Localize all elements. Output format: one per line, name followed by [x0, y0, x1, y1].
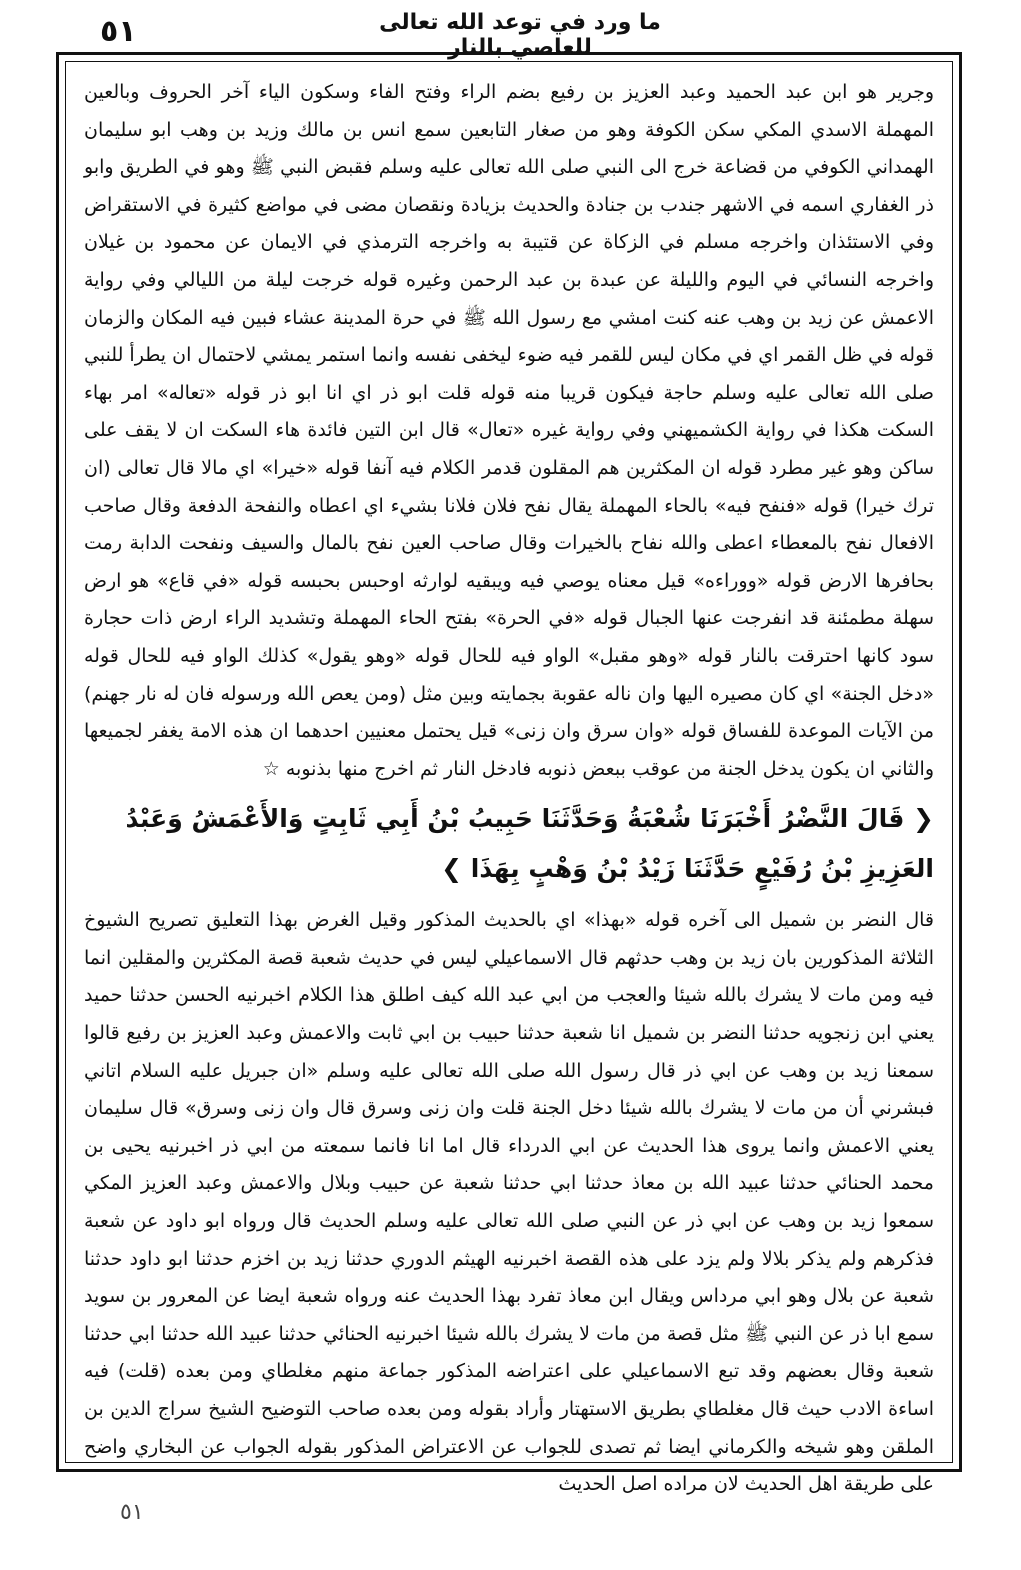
text-block	[65, 61, 953, 1496]
page-number: ٥١	[100, 14, 137, 49]
hadith-text: ❮ قَالَ النَّضْرُ أَخْبَرَنَا شُعْبَةُ وَحَدَّثَنَا حَبِيبُ بْنُ أَبِي ثَابِتٍ وَالأَعْمَشُ وَعَبْدُ العَزِيزِ بْنُ رُفَيْعٍ حَدَّثَنَا زَيْدُ بْنُ وَهْبٍ بِهَذَا ❯	[125, 804, 934, 884]
running-title: ما ورد في توعد الله تعالى للعاصي بالنار	[379, 10, 661, 60]
commentary-paragraph-2: قال النضر بن شميل الى آخره قوله «بهذا» اي بالحديث المذكور وقيل الغرض بهذا التعليق تصريح الشيوخ الثلاثة المذكورين بان زيد بن وهب حدثهم قال الاسماعيلي ليس في حديث شعبة قصة المكثرين والمقلين انما فيه ومن مات لا يشرك بالله شيئا والعجب من ابي عبد الله كيف اطلق هذا الكلام اخبرنيه الحسن حدثنا حميد يعني ابن زنجويه حدثنا النضر بن شميل انا شعبة حدثنا حبيب بن ابي ثابت والاعمش وعبد العزيز بن رفيع قالوا سمعنا زيد بن وهب عن ابي ذر قال رسول الله صلى الله تعالى عليه وسلم «ان جبريل عليه السلام اتاني فبشرني أن من مات لا يشرك بالله شيئا دخل الجنة قلت وان زنى وسرق قال وان زنى وسرق» قال سليمان يعني الاعمش وانما يروى هذا الحديث عن ابي الدرداء قال اما انا فانما سمعته من ابي ذر اخبرنيه يحيى بن محمد الحنائي حدثنا عبيد الله بن معاذ حدثنا ابي حدثنا شعبة عن حبيب وبلال والاعمش وعبد العزيز المكي سمعوا زيد بن وهب عن ابي ذر عن النبي صلى الله تعالى عليه وسلم الحديث قال ورواه ابو داود عن شعبة فذكرهم ولم يذكر بلالا ولم يزد على هذه القصة اخبرنيه الهيثم الدوري حدثنا زيد بن اخزم حدثنا ابو داود حدثنا شعبة عن بلال وهو ابي مرداس ويقال ابن معاذ تفرد بهذا الحديث عنه ورواه شعبة ايضا عن المعرور بن سويد سمع ابا ذر عن النبي ﷺ مثل قصة من مات لا يشرك بالله شيئا اخبرنيه الحنائي حدثنا عبيد الله حدثنا ابي حدثنا شعبة وقال بعضهم وقد تبع الاسماعيلي على اعتراضه المذكور جماعة منهم مغلطاي ومن بعده (قلت) فيه اساءة الادب حيث قال مغلطاي بطريق الاستهتار وأراد بقوله ومن بعده صاحب التوضيح الشيخ سراج الدين بن الملقن وهو شيخه والكرماني ايضا ثم تصدى للجواب عن الاعتراض المذكور بقوله الجواب عن البخاري واضح على طريقة اهل الحديث لان مراده اصل الحديث	[84, 909, 934, 1496]
commentary-paragraph-1: وجرير هو ابن عبد الحميد وعبد العزيز بن رفيع بضم الراء وفتح الفاء وسكون الياء آخر الحروف وبالعين المهملة الاسدي المكي سكن الكوفة وهو من صغار التابعين سمع انس بن مالك وزيد بن وهب ابو سليمان الهمداني الكوفي من قضاعة خرج الى النبي صلى الله تعالى عليه وسلم فقبض النبي ﷺ وهو في الطريق وابو ذر الغفاري اسمه في الاشهر جندب بن جنادة والحديث بزيادة ونقصان مضى في مواضع كثيرة في الاستقراض وفي الاستئذان واخرجه مسلم في الزكاة عن قتيبة به واخرجه الترمذي في الايمان عن محمود بن غيلان واخرجه النسائي في اليوم والليلة عن عبدة بن عبد الرحمن وغيره قوله خرجت ليلة من الليالي وفي رواية الاعمش عن زيد بن وهب عنه كنت امشي مع رسول الله ﷺ في حرة المدينة عشاء فبين فيه المكان والزمان قوله في ظل القمر اي في مكان ليس للقمر فيه ضوء ليخفى نفسه وانما استمر يمشي لاحتمال ان يطرأ للنبي صلى الله تعالى عليه وسلم حاجة فيكون قريبا منه قوله قلت ابو ذر اي انا ابو ذر قوله «تعاله» امر بهاء السكت هكذا في رواية الكشميهني وفي رواية غيره «تعال» قال ابن التين فائدة هاء السكت ان لا يقف على ساكن وهو غير مطرد قوله ان المكثرين هم المقلون قدمر الكلام فيه آنفا قوله «خيرا» اي مالا قال تعالى (ان ترك خيرا) قوله «فنفح فيه» بالحاء المهملة يقال نفح فلان فلانا بشيء اي اعطاه والنفحة الدفعة وقال صاحب الافعال نفح بالمعطاء اعطى والله نفاح بالخيرات وقال صاحب العين نفح بالمال والسيف ونفحت الدابة رمت بحافرها الارض قوله «ووراءه» قيل معناه يوصي فيه ويبقيه لوارثه اوحبس بحبسه قوله «في قاع» هو ارض سهلة مطمئنة قد انفرجت عنها الجبال قوله «في الحرة» بفتح الحاء المهملة وتشديد الراء ارض ذات حجارة سود كانها احترقت بالنار قوله «وهو مقبل» الواو فيه للحال قوله «وهو يقول» كذلك الواو فيه للحال قوله «دخل الجنة» اي كان مصيره اليها وان ناله عقوبة بجمايته وبين مثل (ومن يعص الله ورسوله فان له نار جهنم) من الآيات الموعدة للفساق قوله «وان سرق وان زنى» قيل يحتمل معنيين احدهما ان هذه الامة يغفر لجميعها والثاني ان يكون يدخل الجنة من عوقب ببعض ذنوبه فادخل النار ثم اخرج منها بذنوبه ☆	[84, 81, 934, 780]
bottom-page-mark: ٥١	[120, 1500, 144, 1525]
page-frame	[56, 52, 962, 1496]
